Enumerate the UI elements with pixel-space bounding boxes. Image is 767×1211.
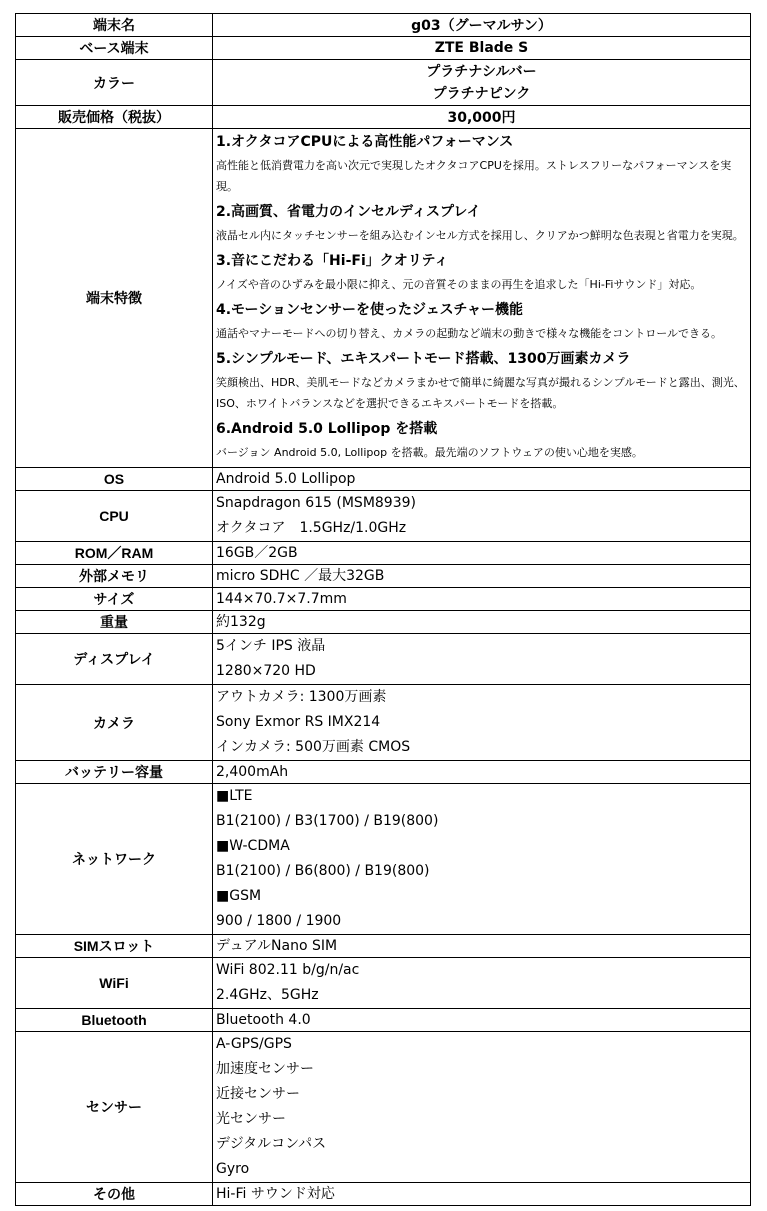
table-row bbox=[16, 958, 751, 1009]
row-label: 端末特徴 bbox=[16, 129, 213, 468]
spec-table bbox=[15, 13, 751, 1206]
feature-item bbox=[216, 129, 750, 199]
feature-title: 6.Android 5.0 Lollipop を搭載 bbox=[216, 421, 438, 437]
feature-title: 4.モーションセンサーを使ったジェスチャー機能 bbox=[216, 302, 523, 318]
network-value bbox=[213, 784, 751, 935]
row-label: 販売価格（税抜） bbox=[16, 106, 213, 129]
row-label: Bluetooth bbox=[16, 1009, 213, 1032]
row-label: バッテリー容量 bbox=[16, 761, 213, 784]
feature-item bbox=[216, 297, 750, 346]
value-line: Snapdragon 615 (MSM8939) bbox=[216, 495, 416, 511]
features-list bbox=[213, 129, 751, 468]
value-line: micro SDHC ／最大32GB bbox=[216, 568, 385, 584]
row-label: ディスプレイ bbox=[16, 634, 213, 685]
bluetooth-value bbox=[213, 1009, 751, 1032]
value-line: Bluetooth 4.0 bbox=[216, 1012, 311, 1028]
table-row bbox=[16, 60, 751, 106]
value-line: 2,400mAh bbox=[216, 764, 289, 780]
table-row bbox=[16, 685, 751, 761]
row-label: SIMスロット bbox=[16, 935, 213, 958]
feature-desc: バージョン Android 5.0, Lollipop を搭載。最先端のソフトウェアの使い心地を実感。 bbox=[216, 446, 643, 459]
table-row bbox=[16, 588, 751, 611]
value-line: 144×70.7×7.7mm bbox=[216, 591, 347, 607]
feature-desc: 通話やマナーモードへの切り替え、カメラの起動など端末の動きで様々な機能をコントロールできる。 bbox=[216, 327, 722, 340]
table-row bbox=[16, 565, 751, 588]
value-line: 2.4GHz、5GHz bbox=[216, 987, 319, 1003]
table-row bbox=[16, 542, 751, 565]
row-label: OS bbox=[16, 468, 213, 491]
value-line: オクタコア 1.5GHz/1.0GHz bbox=[216, 520, 407, 536]
value-line: ■LTE bbox=[216, 788, 253, 804]
row-label: ベース端末 bbox=[16, 37, 213, 60]
table-row bbox=[16, 634, 751, 685]
value-line: デュアルNano SIM bbox=[216, 938, 338, 954]
color-values bbox=[213, 60, 751, 106]
value-line: Android 5.0 Lollipop bbox=[216, 471, 356, 487]
feature-title: 3.音にこだわる「Hi-Fi」クオリティ bbox=[216, 253, 449, 269]
memory-value bbox=[213, 565, 751, 588]
feature-title: 5.シンプルモード、エキスパートモード搭載、1300万画素カメラ bbox=[216, 351, 631, 367]
table-row bbox=[16, 37, 751, 60]
table-row bbox=[16, 935, 751, 958]
feature-item bbox=[216, 199, 750, 248]
row-label: サイズ bbox=[16, 588, 213, 611]
feature-desc: ノイズや音のひずみを最小限に抑え、元の音質そのままの再生を追求した「Hi-Fiサウンド」対応。 bbox=[216, 278, 702, 291]
value-line: デジタルコンパス bbox=[216, 1136, 327, 1152]
row-label: 重量 bbox=[16, 611, 213, 634]
feature-title: 2.高画質、省電力のインセルディスプレイ bbox=[216, 204, 481, 220]
display-value bbox=[213, 634, 751, 685]
table-row bbox=[16, 491, 751, 542]
value-line: 5インチ IPS 液晶 bbox=[216, 638, 326, 654]
table-row bbox=[16, 611, 751, 634]
row-label: その他 bbox=[16, 1183, 213, 1206]
table-row bbox=[16, 14, 751, 37]
table-row bbox=[16, 106, 751, 129]
table-row bbox=[16, 761, 751, 784]
value-line: B1(2100) / B6(800) / B19(800) bbox=[216, 863, 430, 879]
value-line: A-GPS/GPS bbox=[216, 1036, 292, 1052]
row-label: 端末名 bbox=[16, 14, 213, 37]
row-label: カメラ bbox=[16, 685, 213, 761]
cpu-value bbox=[213, 491, 751, 542]
feature-item bbox=[216, 346, 750, 416]
value-line: インカメラ: 500万画素 CMOS bbox=[216, 739, 411, 755]
base-device: ZTE Blade S bbox=[213, 37, 751, 60]
value-line: Gyro bbox=[216, 1161, 250, 1177]
feature-desc: 液晶セル内にタッチセンサーを組み込むインセル方式を採用し、クリアかつ鮮明な色表現と省電力を実現。 bbox=[216, 229, 744, 242]
table-row bbox=[16, 784, 751, 935]
row-label: CPU bbox=[16, 491, 213, 542]
rom-value bbox=[213, 542, 751, 565]
table-row bbox=[16, 468, 751, 491]
value-line: 16GB／2GB bbox=[216, 545, 298, 561]
size-value bbox=[213, 588, 751, 611]
row-label: WiFi bbox=[16, 958, 213, 1009]
value-line: 加速度センサー bbox=[216, 1061, 314, 1077]
value-line: ■GSM bbox=[216, 888, 262, 904]
feature-desc: 笑顔検出、HDR、美肌モードなどカメラまかせで簡単に綺麗な写真が撮れるシンプルモードと露出、測光、ISO、ホワイトバランスなどを選択できるエキスパートモードを搭載。 bbox=[216, 376, 745, 410]
row-label: ROM／RAM bbox=[16, 542, 213, 565]
value-line: B1(2100) / B3(1700) / B19(800) bbox=[216, 813, 439, 829]
feature-desc: 高性能と低消費電力を高い次元で実現したオクタコアCPUを採用。ストレスフリーなパフォーマンスを実現。 bbox=[216, 159, 732, 193]
row-label: ネットワーク bbox=[16, 784, 213, 935]
sensor-value bbox=[213, 1032, 751, 1183]
sim-value bbox=[213, 935, 751, 958]
model-name: g03（グーマルサン） bbox=[213, 14, 751, 37]
table-row bbox=[16, 129, 751, 468]
value-line: 900 / 1800 / 1900 bbox=[216, 913, 342, 929]
row-label: 外部メモリ bbox=[16, 565, 213, 588]
value-line: 1280×720 HD bbox=[216, 663, 316, 679]
value-line: 約132g bbox=[216, 614, 266, 630]
value-line: Sony Exmor RS IMX214 bbox=[216, 714, 381, 730]
value-line: ■W-CDMA bbox=[216, 838, 290, 854]
value-line: アウトカメラ: 1300万画素 bbox=[216, 689, 387, 705]
row-label: カラー bbox=[16, 60, 213, 106]
value-line: 近接センサー bbox=[216, 1086, 300, 1102]
price-value: 30,000円 bbox=[213, 106, 751, 129]
os-value bbox=[213, 468, 751, 491]
feature-title: 1.オクタコアCPUによる高性能パフォーマンス bbox=[216, 134, 514, 150]
row-label: センサー bbox=[16, 1032, 213, 1183]
wifi-value bbox=[213, 958, 751, 1009]
table-row bbox=[16, 1183, 751, 1206]
feature-item bbox=[216, 416, 750, 465]
camera-value bbox=[213, 685, 751, 761]
battery-value bbox=[213, 761, 751, 784]
feature-item bbox=[216, 248, 750, 297]
table-row bbox=[16, 1009, 751, 1032]
color-value: プラチナシルバー bbox=[426, 63, 537, 80]
value-line: WiFi 802.11 b/g/n/ac bbox=[216, 962, 360, 978]
other-value bbox=[213, 1183, 751, 1206]
value-line: Hi-Fi サウンド対応 bbox=[216, 1186, 335, 1202]
value-line: 光センサー bbox=[216, 1111, 286, 1127]
weight-value bbox=[213, 611, 751, 634]
color-value: プラチナピンク bbox=[432, 85, 531, 102]
table-row bbox=[16, 1032, 751, 1183]
